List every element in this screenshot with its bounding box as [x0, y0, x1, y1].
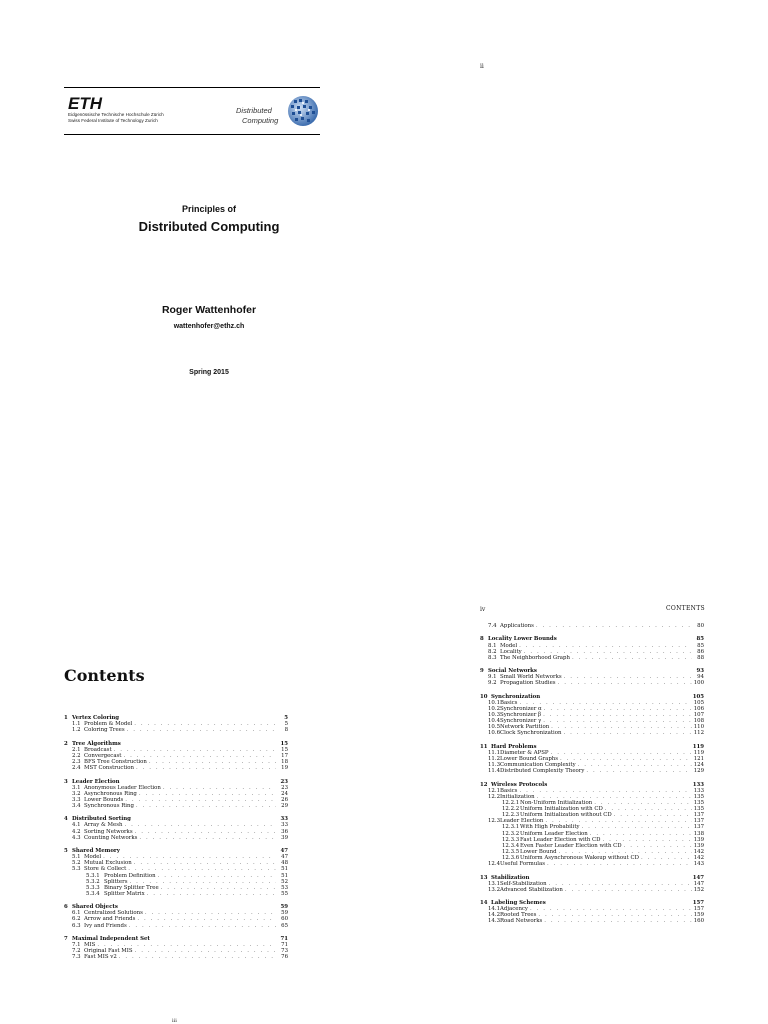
- section-number: 14.1: [488, 906, 501, 913]
- section-title: Distributed Complexity Theory: [500, 768, 585, 775]
- toc-section-entry[interactable]: [480, 655, 704, 661]
- toc-section-entry[interactable]: [480, 730, 704, 736]
- chapter-page: 59: [280, 904, 288, 911]
- section-page: 129: [693, 768, 704, 775]
- section-page: 26: [281, 796, 288, 803]
- pre-title: Principles of: [181, 204, 236, 214]
- section-page: 135: [693, 806, 704, 813]
- section-page: 139: [693, 836, 704, 843]
- section-title: Network Partition: [500, 724, 550, 731]
- section-title: Rooted Trees: [500, 912, 537, 919]
- section-page: 59: [281, 910, 288, 917]
- section-title: Self-Stabilization: [500, 880, 547, 887]
- section-title: Convergecast: [84, 752, 122, 759]
- chapter-page: 47: [280, 848, 288, 855]
- section-title: Anonymous Leader Election: [84, 784, 161, 791]
- section-page: 147: [693, 880, 704, 887]
- section-title: Synchronizer β: [500, 712, 542, 719]
- section-number: 2.4: [72, 765, 81, 772]
- section-title: Lower Bound: [520, 848, 557, 855]
- globe-icon: [286, 94, 320, 128]
- section-number: 12.2.1: [502, 800, 520, 807]
- section-number: 1.2: [72, 727, 81, 734]
- section-number: 4.3: [72, 834, 81, 841]
- section-title: MST Construction: [84, 765, 134, 772]
- section-number: 6.3: [72, 922, 81, 929]
- page-number: iii: [172, 1018, 177, 1024]
- section-number: 8.2: [488, 648, 497, 655]
- section-page: 94: [697, 674, 704, 681]
- book-title: Distributed Computing: [138, 219, 280, 234]
- chapter-number: 4: [64, 816, 68, 823]
- section-page: 51: [281, 866, 288, 873]
- section-title: Propagation Studies: [500, 680, 556, 687]
- section-page: 8: [284, 727, 288, 734]
- section-page: 135: [693, 794, 704, 801]
- section-title: Advanced Stabilization: [500, 886, 563, 893]
- section-number: 12.3: [488, 818, 501, 825]
- section-number: 2.2: [72, 752, 81, 759]
- section-page: 85: [697, 642, 704, 649]
- section-page: 73: [281, 948, 288, 955]
- section-number: 3.3: [72, 796, 81, 803]
- section-page: 80: [697, 623, 704, 629]
- section-page: 19: [281, 765, 288, 772]
- section-title: Non-Uniform Initialization: [520, 800, 593, 807]
- section-title: Locality: [500, 648, 522, 655]
- section-number: 11.2: [488, 756, 501, 763]
- section-number: 12.3.3: [502, 836, 520, 843]
- section-page: 110: [693, 724, 704, 731]
- section-title: Synchronizer γ: [500, 718, 542, 725]
- section-title: Road Networks: [500, 918, 543, 925]
- section-number: 12.2.2: [502, 806, 520, 813]
- leader-dots: [136, 803, 276, 809]
- section-number: 6.2: [72, 916, 81, 923]
- section-title: Uniform Initialization with CD: [520, 806, 603, 813]
- section-page: 142: [693, 854, 704, 861]
- leader-dots: [119, 954, 276, 960]
- section-title: Splitters: [104, 878, 128, 885]
- section-page: 65: [281, 922, 288, 929]
- section-page: 17: [281, 752, 288, 759]
- section-title: BFS Tree Construction: [84, 758, 147, 765]
- leader-dots: [129, 923, 276, 929]
- leader-dots: [563, 730, 691, 736]
- section-number: 9.1: [488, 674, 497, 681]
- section-number: 12.3.1: [502, 824, 520, 831]
- section-title: Clock Synchronization: [500, 730, 562, 737]
- chapter-number: 9: [480, 668, 484, 675]
- table-of-contents-continued: [480, 623, 704, 925]
- section-number: 11.3: [488, 762, 501, 769]
- section-title: Basics: [500, 787, 518, 794]
- section-page: 52: [281, 878, 288, 885]
- section-page: 137: [693, 818, 704, 825]
- leader-dots: [572, 655, 692, 661]
- section-title: Small World Networks: [500, 674, 562, 681]
- section-number: 4.2: [72, 828, 81, 835]
- section-number: 10.5: [488, 724, 501, 731]
- chapter-page: 85: [696, 636, 704, 643]
- section-number: 3.2: [72, 790, 81, 797]
- eth-logo: ETH: [68, 94, 102, 113]
- section-title: Uniform Initialization without CD: [520, 812, 612, 819]
- section-page: 133: [693, 787, 704, 794]
- chapter-page: 93: [696, 668, 704, 675]
- section-title: Useful Formulas: [500, 861, 545, 868]
- eth-name-english: Swiss Federal Institute of Technology Zurich: [68, 118, 158, 123]
- section-title: Uniform Asynchronous Wakeup without CD: [520, 854, 639, 861]
- chapter-number: 8: [480, 636, 484, 643]
- section-title: Problem Definition: [104, 872, 156, 879]
- chapter-page: 71: [280, 936, 288, 943]
- section-page: 55: [281, 890, 288, 897]
- section-title: Even Faster Leader Election with CD: [520, 842, 622, 849]
- section-title: The Neighborhood Graph: [500, 654, 570, 661]
- section-number: 8.3: [488, 654, 497, 661]
- eth-name-german: Eidgenössische Technische Hochschule Zürich: [68, 112, 164, 117]
- chapter-number: 14: [480, 900, 488, 907]
- section-page: 124: [693, 762, 704, 769]
- section-title: Problem & Model: [84, 721, 133, 728]
- section-title: Ivy and Friends: [84, 922, 127, 929]
- term: Spring 2015: [189, 369, 229, 376]
- chapter-number: 13: [480, 874, 488, 881]
- table-of-contents: [64, 715, 288, 960]
- section-page: 5: [284, 721, 288, 728]
- toc-section-entry[interactable]: [64, 765, 288, 771]
- section-page: 157: [693, 906, 704, 913]
- chapter-title: Locality Lower Bounds: [488, 636, 557, 643]
- chapter-number: 11: [480, 743, 488, 750]
- section-page: 138: [693, 830, 704, 837]
- chapter-page: 105: [692, 693, 704, 700]
- section-number: 12.2: [488, 794, 501, 801]
- section-title: Sorting Networks: [84, 828, 133, 835]
- chapter-title: Hard Problems: [491, 743, 537, 750]
- chapter-title: Wireless Protocols: [491, 781, 548, 788]
- section-number: 7.2: [72, 948, 81, 955]
- section-number: 11.1: [488, 750, 501, 757]
- section-page: 112: [693, 730, 704, 737]
- chapter-number: 12: [480, 781, 488, 788]
- section-number: 7.1: [72, 942, 81, 949]
- chapter-number: 2: [64, 740, 68, 747]
- section-number: 5.2: [72, 860, 81, 867]
- toc-section-entry[interactable]: [480, 768, 704, 774]
- leader-dots: [139, 835, 276, 841]
- section-page: 137: [693, 812, 704, 819]
- chapter-number: 3: [64, 778, 68, 785]
- section-number: 7.3: [72, 954, 81, 961]
- chapter-page: 147: [692, 874, 704, 881]
- chapter-page: 119: [692, 743, 704, 750]
- section-page: 53: [281, 884, 288, 891]
- institution-banner: [64, 87, 320, 135]
- section-title: Initialization: [500, 794, 535, 801]
- section-title: Asynchronous Ring: [84, 790, 137, 797]
- section-title: Adjacency: [500, 906, 528, 913]
- section-page: 86: [697, 648, 704, 655]
- toc-section-entry[interactable]: [480, 680, 704, 686]
- chapter-page: 5: [284, 715, 288, 721]
- running-head: CONTENTS: [666, 605, 705, 612]
- section-page: 76: [281, 954, 288, 961]
- section-page: 18: [281, 758, 288, 765]
- section-title: MIS: [84, 942, 96, 949]
- chapter-page: 33: [280, 816, 288, 823]
- page-number: iv: [480, 606, 486, 613]
- section-page: 160: [693, 918, 704, 925]
- section-title: Fast MIS v2: [84, 954, 117, 961]
- section-title: Binary Splitter Tree: [104, 884, 159, 891]
- section-page: 107: [693, 712, 704, 719]
- toc-section-entry[interactable]: [64, 954, 288, 960]
- section-number: 6.1: [72, 910, 81, 917]
- section-page: 39: [281, 834, 288, 841]
- section-number: 13.1: [488, 880, 501, 887]
- author: Roger Wattenhofer: [161, 304, 257, 316]
- leader-dots: [536, 623, 692, 629]
- section-number: 11.4: [488, 768, 501, 775]
- section-number: 5.3: [72, 866, 81, 873]
- chapter-number: 5: [64, 848, 68, 855]
- section-page: 29: [281, 802, 288, 809]
- chapter-title: Leader Election: [72, 778, 120, 785]
- section-page: 24: [281, 790, 288, 797]
- section-page: 88: [697, 654, 704, 661]
- chapter-page: 133: [692, 781, 704, 788]
- section-page: 71: [281, 942, 288, 949]
- section-page: 143: [693, 861, 704, 868]
- section-page: 137: [693, 824, 704, 831]
- section-page: 119: [693, 750, 704, 757]
- section-number: 10.1: [488, 700, 501, 707]
- section-page: 47: [281, 854, 288, 861]
- section-number: 1.1: [72, 721, 81, 728]
- chapter-page: 15: [280, 740, 288, 747]
- leader-dots: [586, 768, 691, 774]
- section-number: 10.4: [488, 718, 501, 725]
- section-title: Lower Bounds: [84, 796, 124, 803]
- section-page: 108: [693, 718, 704, 725]
- leader-dots: [127, 727, 276, 733]
- leader-dots: [547, 861, 692, 867]
- section-number: 10.6: [488, 730, 501, 737]
- toc-section-entry[interactable]: [64, 923, 288, 929]
- section-number: 9.2: [488, 680, 497, 687]
- author-email: wattenhofer@ethz.ch: [173, 323, 245, 330]
- toc-section-entry[interactable]: [64, 727, 288, 733]
- section-number: 5.3.4: [86, 890, 100, 897]
- distributed-computing-logo: Distributed Computing: [236, 106, 279, 125]
- leader-dots: [544, 918, 691, 924]
- chapter-page: 157: [692, 900, 704, 907]
- chapter-title: Vertex Coloring: [72, 715, 120, 721]
- section-page: 135: [693, 800, 704, 807]
- toc-section-entry[interactable]: [480, 623, 704, 629]
- section-title: Arrow and Friends: [84, 916, 136, 923]
- chapter-title: Social Networks: [488, 668, 537, 675]
- section-page: 33: [281, 822, 288, 829]
- chapter-number: 10: [480, 693, 488, 700]
- section-title: Store & Collect: [84, 866, 127, 873]
- chapter-title: Maximal Independent Set: [72, 936, 150, 943]
- toc-section-entry[interactable]: [480, 918, 704, 924]
- section-title: Splitter Matrix: [104, 890, 145, 897]
- section-page: 105: [693, 700, 704, 707]
- section-title: Lower Bound Graphs: [500, 756, 559, 763]
- section-number: 5.1: [72, 854, 81, 861]
- section-number: 14.2: [488, 912, 501, 919]
- section-number: 3.1: [72, 784, 81, 791]
- section-page: 60: [281, 916, 288, 923]
- section-number: 10.3: [488, 712, 501, 719]
- toc-section-entry[interactable]: [480, 887, 704, 893]
- section-title: Applications: [500, 623, 534, 629]
- leader-dots: [558, 680, 692, 686]
- section-title: Communication Complexity: [500, 762, 576, 769]
- contents-heading: Contents: [64, 666, 145, 685]
- section-title: Synchronizer α: [500, 706, 542, 713]
- section-page: 23: [281, 784, 288, 791]
- leader-dots: [565, 887, 692, 893]
- section-number: 8.1: [488, 642, 497, 649]
- leader-dots: [136, 765, 276, 771]
- section-number: 12.3.6: [502, 854, 520, 861]
- chapter-page: 23: [280, 778, 288, 785]
- chapter-title: Shared Objects: [72, 904, 118, 911]
- page-number: ii: [480, 63, 484, 70]
- chapter-number: 6: [64, 904, 68, 911]
- section-number: 5.3.1: [86, 872, 100, 879]
- section-title: Mutual Exclusion: [84, 860, 132, 867]
- chapter-title: Shared Memory: [72, 848, 120, 855]
- section-page: 139: [693, 842, 704, 849]
- section-title: Diameter & APSP: [500, 750, 549, 757]
- section-title: Centralized Solutions: [84, 910, 143, 917]
- section-page: 152: [693, 886, 704, 893]
- section-number: 2.3: [72, 758, 81, 765]
- chapter-title: Distributed Sorting: [72, 816, 131, 823]
- section-title: Broadcast: [84, 746, 112, 753]
- chapter-title: Labeling Schemes: [491, 900, 546, 907]
- section-number: 12.3.5: [502, 848, 520, 855]
- section-title: Model: [500, 642, 518, 649]
- section-title: Synchronous Ring: [84, 802, 134, 809]
- section-page: 100: [693, 680, 704, 687]
- section-number: 12.2.3: [502, 812, 520, 819]
- section-number: 7.4: [488, 623, 497, 629]
- toc-section-entry[interactable]: [64, 803, 288, 809]
- section-title: Leader Election: [500, 818, 544, 825]
- section-page: 159: [693, 912, 704, 919]
- section-title: With High Probability: [520, 824, 580, 831]
- chapter-title: Stabilization: [491, 874, 530, 881]
- leader-dots: [147, 891, 276, 897]
- section-page: 51: [281, 872, 288, 879]
- section-title: Coloring Trees: [84, 727, 125, 734]
- section-number: 2.1: [72, 746, 81, 753]
- section-number: 12.3.2: [502, 830, 520, 837]
- chapter-number: 7: [64, 936, 68, 943]
- section-title: Uniform Leader Election: [520, 830, 588, 837]
- section-number: 12.4: [488, 861, 501, 868]
- section-number: 10.2: [488, 706, 501, 713]
- section-number: 5.3.2: [86, 878, 100, 885]
- chapter-title: Synchronization: [491, 693, 541, 700]
- chapter-number: 1: [64, 715, 68, 721]
- toc-section-entry[interactable]: [480, 861, 704, 867]
- section-page: 48: [281, 860, 288, 867]
- section-page: 121: [693, 756, 704, 763]
- section-title: Model: [84, 854, 102, 861]
- section-number: 5.3.3: [86, 884, 100, 891]
- toc-section-entry[interactable]: [64, 891, 288, 897]
- section-number: 3.4: [72, 802, 81, 809]
- section-number: 12.1: [488, 787, 501, 794]
- section-page: 15: [281, 746, 288, 753]
- toc-section-entry[interactable]: [64, 835, 288, 841]
- section-title: Array & Mesh: [84, 822, 123, 829]
- section-number: 14.3: [488, 918, 501, 925]
- chapter-title: Tree Algorithms: [72, 740, 121, 747]
- section-page: 106: [693, 706, 704, 713]
- section-number: 4.1: [72, 822, 81, 829]
- section-title: Counting Networks: [84, 834, 138, 841]
- section-page: 36: [281, 828, 288, 835]
- section-number: 13.2: [488, 886, 501, 893]
- section-page: 142: [693, 848, 704, 855]
- section-number: 12.3.4: [502, 842, 520, 849]
- section-title: Original Fast MIS: [84, 948, 133, 955]
- section-title: Basics: [500, 700, 518, 707]
- section-title: Fast Leader Election with CD: [520, 836, 601, 843]
